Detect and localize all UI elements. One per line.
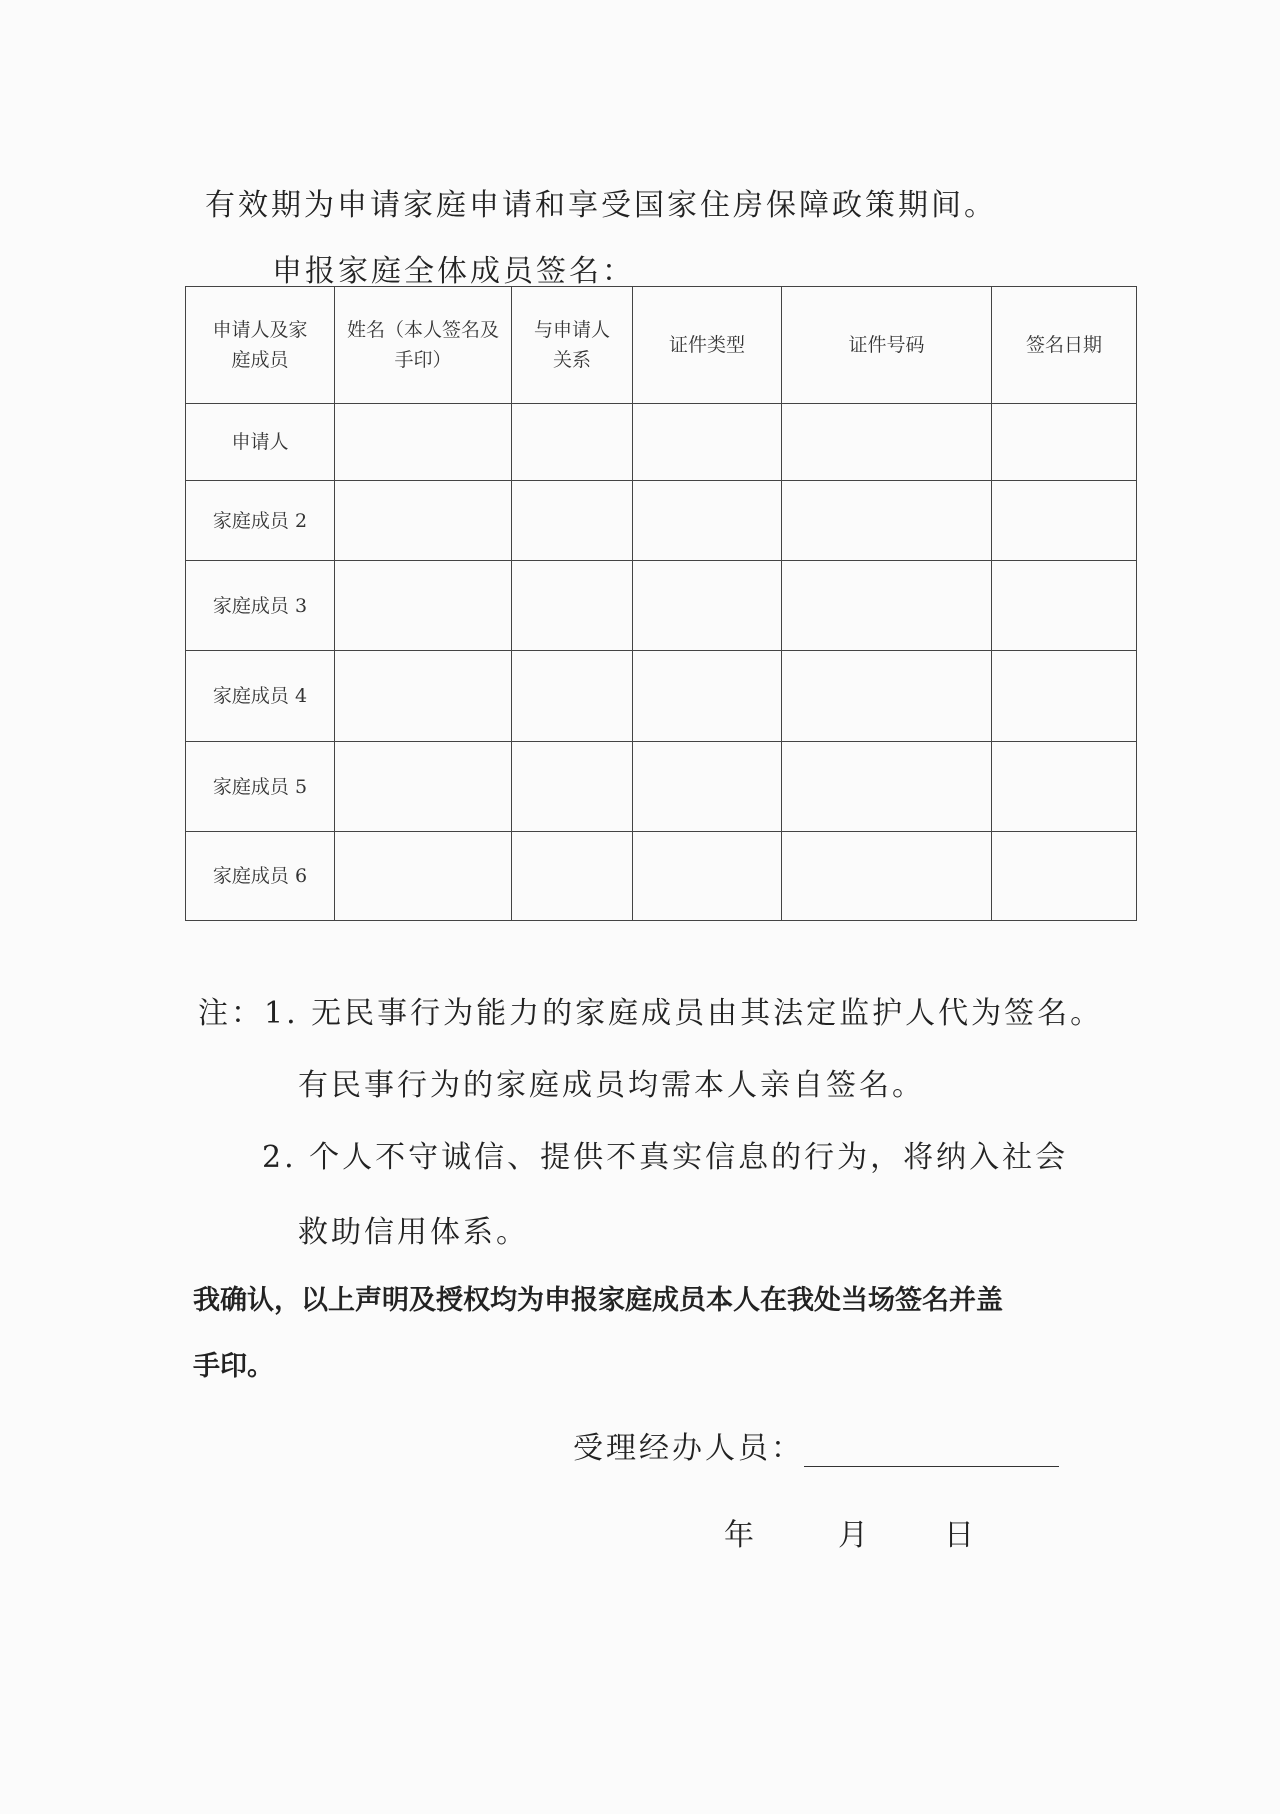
table-row	[186, 404, 1137, 481]
note-2: 2. 个人不守诚信、提供不真实信息的行为，将纳入社会	[262, 1140, 1069, 1175]
row-label: 家庭成员 3	[186, 561, 335, 651]
row-label: 家庭成员 5	[186, 742, 335, 832]
name-cell[interactable]	[335, 832, 512, 921]
table-row	[186, 832, 1137, 921]
header-cell: 与申请人关系	[512, 287, 633, 404]
table-row	[186, 742, 1137, 832]
id-number-cell[interactable]	[782, 481, 992, 561]
signature-table	[185, 286, 1137, 921]
sign-date-cell[interactable]	[992, 651, 1137, 742]
note-prefix: 注：	[198, 996, 264, 1031]
signer-label: 受理经办人员：	[573, 1431, 804, 1466]
relation-cell[interactable]	[512, 561, 633, 651]
sign-heading: 申报家庭全体成员签名：	[272, 254, 635, 289]
relation-cell[interactable]	[512, 651, 633, 742]
confirmation-line-2: 手印。	[193, 1351, 274, 1382]
id-number-cell[interactable]	[782, 404, 992, 481]
sign-date-cell[interactable]	[992, 481, 1137, 561]
note-1: 注：1. 无民事行为能力的家庭成员由其法定监护人代为签名。	[198, 996, 1104, 1031]
id-number-cell[interactable]	[782, 742, 992, 832]
name-cell[interactable]	[335, 561, 512, 651]
row-label: 申请人	[186, 404, 335, 481]
table-row	[186, 561, 1137, 651]
table-header-row	[186, 287, 1137, 404]
id-type-cell[interactable]	[633, 651, 782, 742]
id-number-cell[interactable]	[782, 651, 992, 742]
relation-cell[interactable]	[512, 742, 633, 832]
name-cell[interactable]	[335, 481, 512, 561]
date-year: 年	[724, 1518, 757, 1553]
id-type-cell[interactable]	[633, 561, 782, 651]
header-cell: 证件类型	[633, 287, 782, 404]
header-cell: 姓名（本人签名及手印）	[335, 287, 512, 404]
sign-date-cell[interactable]	[992, 561, 1137, 651]
id-number-cell[interactable]	[782, 832, 992, 921]
id-type-cell[interactable]	[633, 404, 782, 481]
sign-date-cell[interactable]	[992, 832, 1137, 921]
name-cell[interactable]	[335, 651, 512, 742]
relation-cell[interactable]	[512, 404, 633, 481]
name-cell[interactable]	[335, 742, 512, 832]
row-label: 家庭成员 2	[186, 481, 335, 561]
name-cell[interactable]	[335, 404, 512, 481]
header-cell: 证件号码	[782, 287, 992, 404]
relation-cell[interactable]	[512, 832, 633, 921]
id-type-cell[interactable]	[633, 832, 782, 921]
id-number-cell[interactable]	[782, 561, 992, 651]
note-2-cont: 救助信用体系。	[298, 1215, 529, 1250]
row-label: 家庭成员 4	[186, 651, 335, 742]
date-day: 日	[944, 1518, 977, 1553]
note-1-cont: 有民事行为的家庭成员均需本人亲自签名。	[298, 1068, 925, 1103]
intro-text: 有效期为申请家庭申请和享受国家住房保障政策期间。	[205, 188, 997, 223]
sign-date-cell[interactable]	[992, 742, 1137, 832]
row-label: 家庭成员 6	[186, 832, 335, 921]
relation-cell[interactable]	[512, 481, 633, 561]
sign-date-cell[interactable]	[992, 404, 1137, 481]
id-type-cell[interactable]	[633, 742, 782, 832]
table-row	[186, 651, 1137, 742]
signer-field	[573, 1423, 1059, 1467]
id-type-cell[interactable]	[633, 481, 782, 561]
table-row	[186, 481, 1137, 561]
header-cell: 签名日期	[992, 287, 1137, 404]
confirmation-line-1: 我确认，以上声明及授权均为申报家庭成员本人在我处当场签名并盖	[193, 1285, 1003, 1316]
signer-input-line[interactable]	[804, 1436, 1059, 1467]
date-month: 月	[838, 1518, 871, 1553]
header-cell: 申请人及家庭成员	[186, 287, 335, 404]
